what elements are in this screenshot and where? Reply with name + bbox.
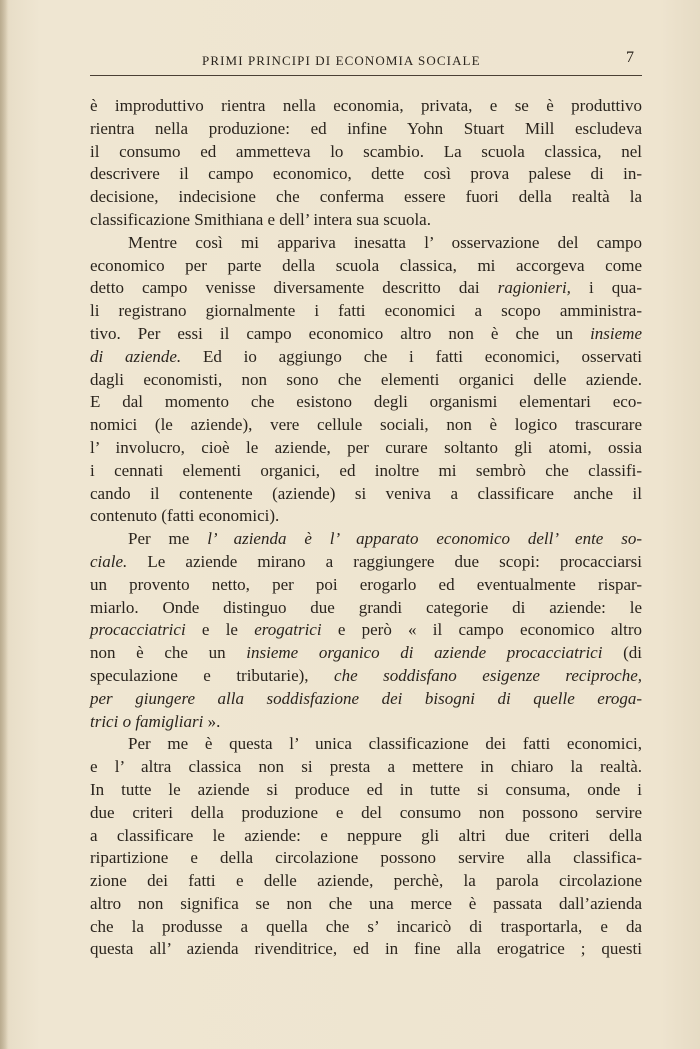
- italic-text: di aziende.: [90, 346, 182, 366]
- text-line: Per me è questa l’ unica classificazione dei fatti economici,: [128, 734, 642, 754]
- text-segment: detto campo venisse diversamente descritto dai: [90, 278, 498, 298]
- italic-text: che soddisfano esigenze reciproche,: [334, 665, 642, 685]
- text-line: [90, 551, 642, 574]
- text-line: classificazione Smithiana e dell’ intera sua scuola.: [90, 209, 431, 229]
- text-segment: i qua-: [570, 278, 642, 298]
- text-line: [90, 346, 642, 369]
- italic-text: trici o famigliari: [90, 711, 204, 731]
- italic-text: ciale.: [90, 551, 128, 571]
- text-line: dagli economisti, non sono che elementi organici delle aziende.: [90, 369, 642, 389]
- text-line: [90, 711, 642, 734]
- text-line: decisione, indecisione che conferma essere fuori della realtà la: [90, 187, 642, 207]
- italic-text: procacciatrici: [90, 620, 186, 640]
- text-segment: e le: [185, 620, 255, 640]
- italic-text: ragionieri,: [497, 278, 571, 298]
- text-line: economico per parte della scuola classica, mi accorgeva come: [90, 255, 642, 275]
- text-line: cando il contenente (aziende) si veniva a classificare anche il: [90, 483, 642, 503]
- text-line: E dal momento che esistono degli organismi elementari eco-: [90, 392, 642, 412]
- text-line: i cennati elementi organici, ed inoltre mi sembrò che classifi-: [90, 460, 642, 480]
- text-line: [90, 619, 642, 642]
- binding-shadow: [0, 0, 8, 1049]
- italic-text: insieme: [590, 323, 642, 343]
- text-line: [90, 665, 642, 688]
- text-segment: ».: [203, 711, 221, 731]
- text-segment: speculazione e tributarie),: [90, 665, 335, 685]
- text-line: [90, 528, 642, 551]
- text-line: l’ involucro, cioè le aziende, per curare soltanto gli atomi, ossia: [90, 437, 642, 457]
- italic-text: per giungere alla soddisfazione dei bisogni di quelle eroga-: [90, 688, 642, 708]
- text-segment: e però « il campo economico altro: [321, 620, 642, 640]
- italic-text: l’ azienda è l’ apparato economico dell’ ente so-: [207, 529, 643, 549]
- text-line: contenuto (fatti economici).: [90, 506, 280, 526]
- page-number: 7: [626, 49, 634, 66]
- body-text: [90, 95, 642, 961]
- text-line: zione dei fatti e delle aziende, perchè, la parola circolazione: [90, 871, 642, 891]
- text-line: questa all’ azienda rivenditrice, ed in fine alla erogatrice ; questi: [90, 939, 642, 959]
- text-line: ripartizione e della circolazione possono servire alla classifica-: [90, 848, 642, 868]
- text-line: il consumo ed ammetteva lo scambio. La scuola classica, nel: [90, 141, 642, 161]
- text-segment: Le aziende mirano a raggiungere due scopi: procacciarsi: [127, 551, 642, 571]
- text-segment: non è che un: [90, 643, 247, 663]
- text-line: In tutte le aziende si produce ed in tutte si consuma, onde i: [90, 779, 642, 799]
- text-segment: Per me: [128, 529, 208, 549]
- text-line: un provento netto, per poi erogarlo ed eventualmente rispar-: [90, 574, 642, 594]
- running-header: [90, 48, 642, 72]
- running-title: PRIMI PRINCIPI DI ECONOMIA SOCIALE: [202, 53, 481, 68]
- text-line: altro non significa se non che una merce è passata dall’azienda: [90, 893, 642, 913]
- text-line: che la produsse a quella che s’ incaricò di trasportarla, e da: [90, 916, 642, 936]
- text-line: [90, 323, 642, 346]
- text-line: rientra nella produzione: ed infine Yohn Stuart Mill escludeva: [90, 118, 642, 138]
- text-line: li registrano giornalmente i fatti economici a scopo amministra-: [90, 301, 642, 321]
- text-line: e l’ altra classica non si presta a mettere in chiaro la realtà.: [90, 757, 642, 777]
- header-rule: [90, 75, 642, 76]
- text-line: [90, 688, 642, 711]
- text-line: [90, 642, 642, 665]
- text-line: [90, 277, 642, 300]
- text-segment: (di: [602, 643, 643, 663]
- text-segment: Ed io aggiungo che i fatti economici, osservati: [181, 346, 642, 366]
- italic-text: erogatrici: [254, 620, 322, 640]
- text-line: nomici (le aziende), vere cellule sociali, non è logico trascurare: [90, 415, 642, 435]
- text-segment: tivo. Per essi il campo economico altro non è che un: [90, 323, 591, 343]
- italic-text: insieme organico di aziende procacciatrici: [246, 643, 603, 663]
- text-line: è improduttivo rientra nella economia, privata, e se è produttivo: [90, 96, 642, 115]
- text-line: descrivere il campo economico, dette così prova palese di in-: [90, 164, 642, 184]
- text-line: Mentre così mi appariva inesatta l’ osservazione del campo: [128, 232, 642, 252]
- text-line: a classificare le aziende: e neppure gli altri due criteri della: [90, 825, 642, 845]
- text-line: due criteri della produzione e del consumo non possono servire: [90, 802, 642, 822]
- text-line: miarlo. Onde distinguo due grandi categorie di aziende: le: [90, 597, 642, 617]
